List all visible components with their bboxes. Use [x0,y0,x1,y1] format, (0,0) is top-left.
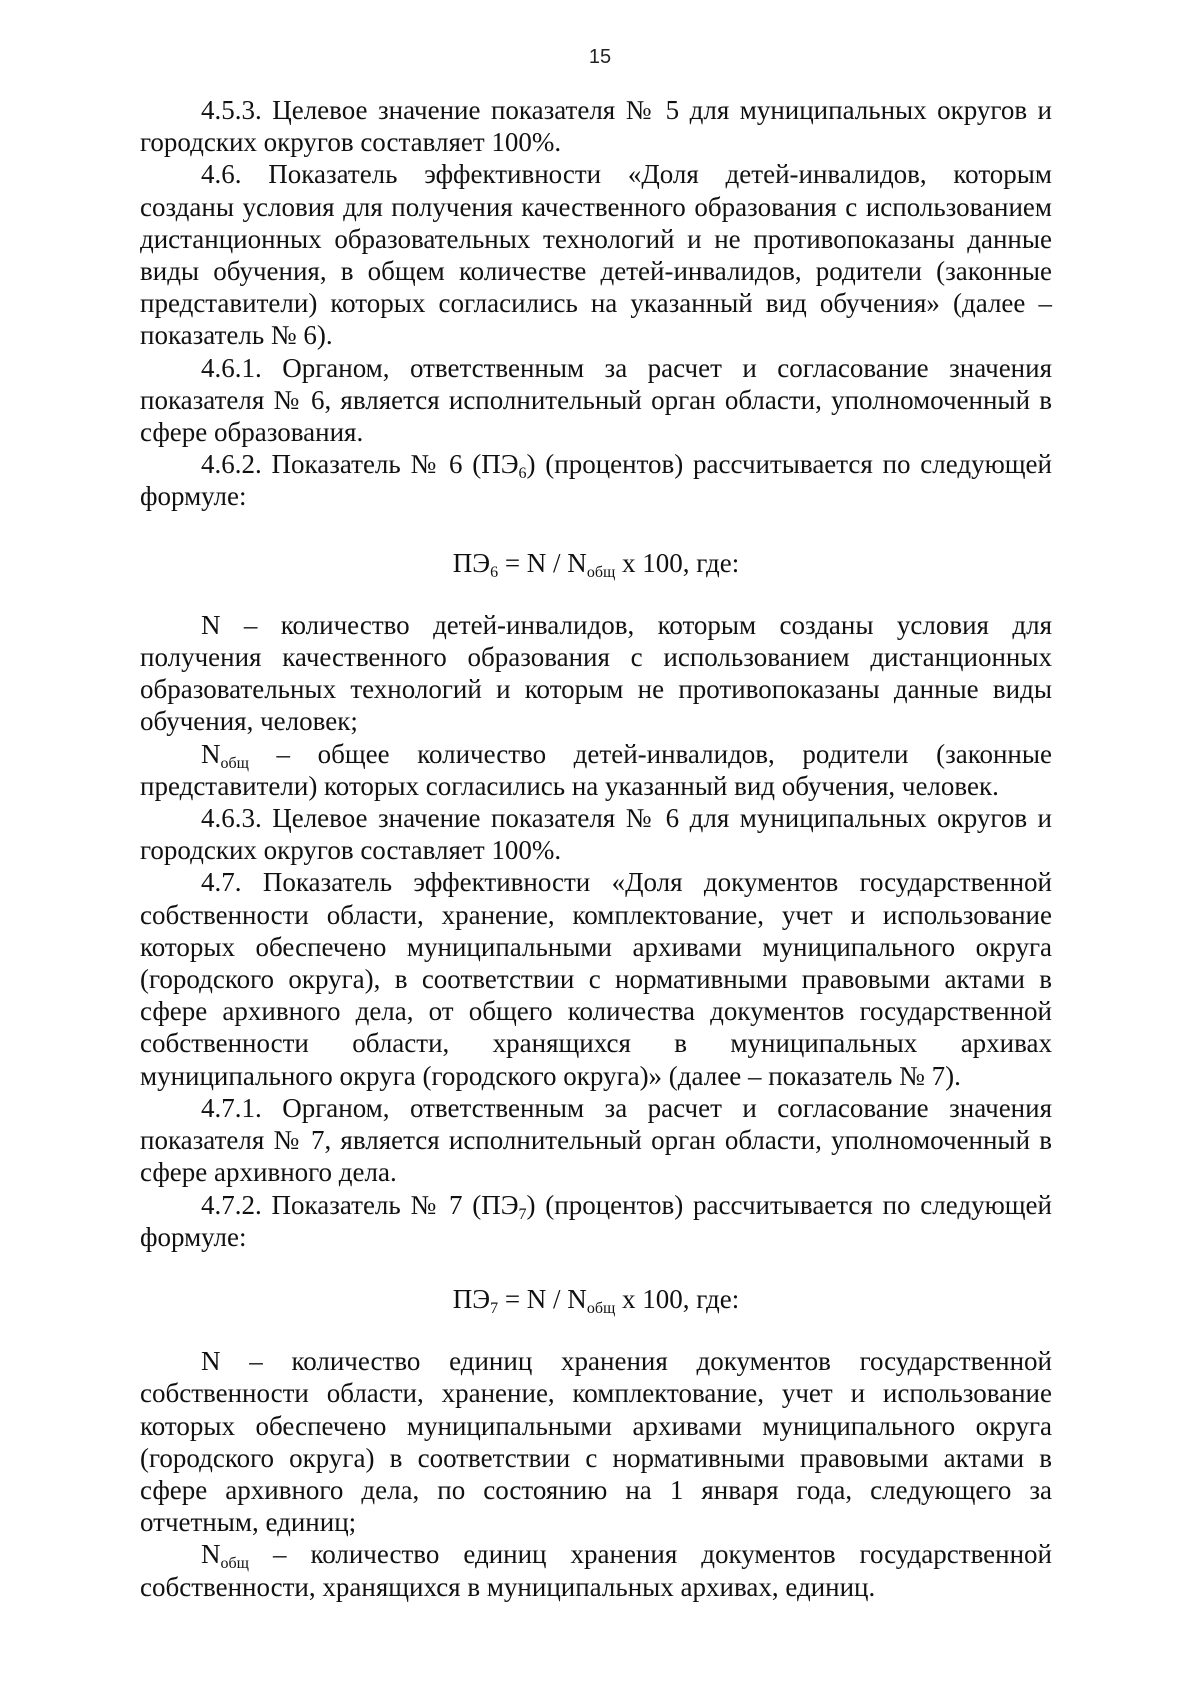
text-run: ПЭ [452,547,491,578]
text-run: N – количество единиц хранения документов государственной собственности области, хранение, комплектование, учет и использование которых обеспечено муниципальными архивами муниципального округа (городского округа) в соответствии с нормативными правовыми актами в сфере архивного дела, по состоянию на 1 января года, следующего за отчетным, единиц; [140,1346,1052,1538]
text-run: N [201,738,221,769]
paragraph-4-7 [140,866,1052,1091]
text-run: 4.6.1. Органом, ответственным за расчет и согласование значения показателя № 6, является исполнительный орган области, уполномоченный в сфере образования. [140,352,1052,448]
text-run: 4.5.3. Целевое значение показателя № 5 для муниципальных округов и городских округов составляет 100%. [140,95,1052,158]
text-run: х 100, где: [615,547,740,578]
paragraph-4-6-2 [140,448,1052,512]
definition-n-total-7 [140,1538,1052,1602]
text-run: х 100, где: [615,1283,740,1314]
paragraph-4-6-1 [140,352,1052,449]
definition-n-total-6 [140,738,1052,802]
paragraph-4-5-3 [140,94,1052,158]
paragraph-4-6 [140,158,1052,351]
formula-pe7 [140,1283,1052,1315]
subscript: 6 [518,465,527,483]
document-body [140,94,1052,1603]
text-run: N [201,1539,221,1570]
paragraph-4-7-2 [140,1189,1052,1253]
definition-n-7 [140,1345,1052,1538]
subscript: общ [586,1299,616,1317]
subscript: 7 [490,1299,499,1317]
text-run: 4.7.1. Органом, ответственным за расчет и согласование значения показателя № 7, является исполнительный орган области, уполномоченный в сфере архивного дела. [140,1092,1052,1188]
text-run: 4.6. Показатель эффективности «Доля детей-инвалидов, которым созданы условия для получения качественного образования с использованием дистанционных образовательных технологий и не противопоказаны данные виды обучения, в общем количестве детей-инвалидов, родители (законные представители) которых согласились на указанный вид обучения» (далее – показатель № 6). [140,159,1052,351]
text-run: 4.6.2. Показатель № 6 (ПЭ [201,449,519,480]
text-run: – количество единиц хранения документов государственной собственности, хранящихся в муниципальных архивах, единиц. [140,1539,1052,1602]
text-run: ) (процентов) рассчитывается по следующей формуле: [140,1189,1052,1252]
text-run: = N / N [498,1283,587,1314]
subscript: общ [586,563,616,581]
page-number: 15 [588,46,612,68]
text-run: ) (процентов) рассчитывается по следующей формуле: [140,449,1052,512]
text-run: ПЭ [452,1283,491,1314]
text-run: = N / N [498,547,587,578]
paragraph-4-7-1 [140,1092,1052,1189]
subscript: общ [220,1555,249,1573]
text-run: 4.6.3. Целевое значение показателя № 6 для муниципальных округов и городских округов составляет 100%. [140,803,1052,866]
text-run: 4.7. Показатель эффективности «Доля документов государственной собственности области, хранение, комплектование, учет и использование которых обеспечено муниципальными архивами муниципального округа (городского округа), в соответствии с нормативными правовыми актами в сфере архивного дела, от общего количества документов государственной собственности области, хранящихся в муниципальных архивах муниципального округа (городского округа)» (далее – показатель № 7). [140,867,1052,1091]
formula-pe6 [140,547,1052,579]
paragraph-4-6-3 [140,802,1052,866]
definition-n-6 [140,609,1052,738]
text-run: N – количество детей-инвалидов, которым созданы условия для получения качественного образования с использованием дистанционных образовательных технологий и которым не противопоказаны данные виды обучения, человек; [140,609,1052,737]
subscript: 7 [518,1205,527,1223]
text-run: 4.7.2. Показатель № 7 (ПЭ [201,1189,519,1220]
subscript: 6 [490,563,499,581]
text-run: – общее количество детей-инвалидов, родители (законные представители) которых согласились на указанный вид обучения, человек. [140,738,1052,801]
subscript: общ [220,754,249,772]
